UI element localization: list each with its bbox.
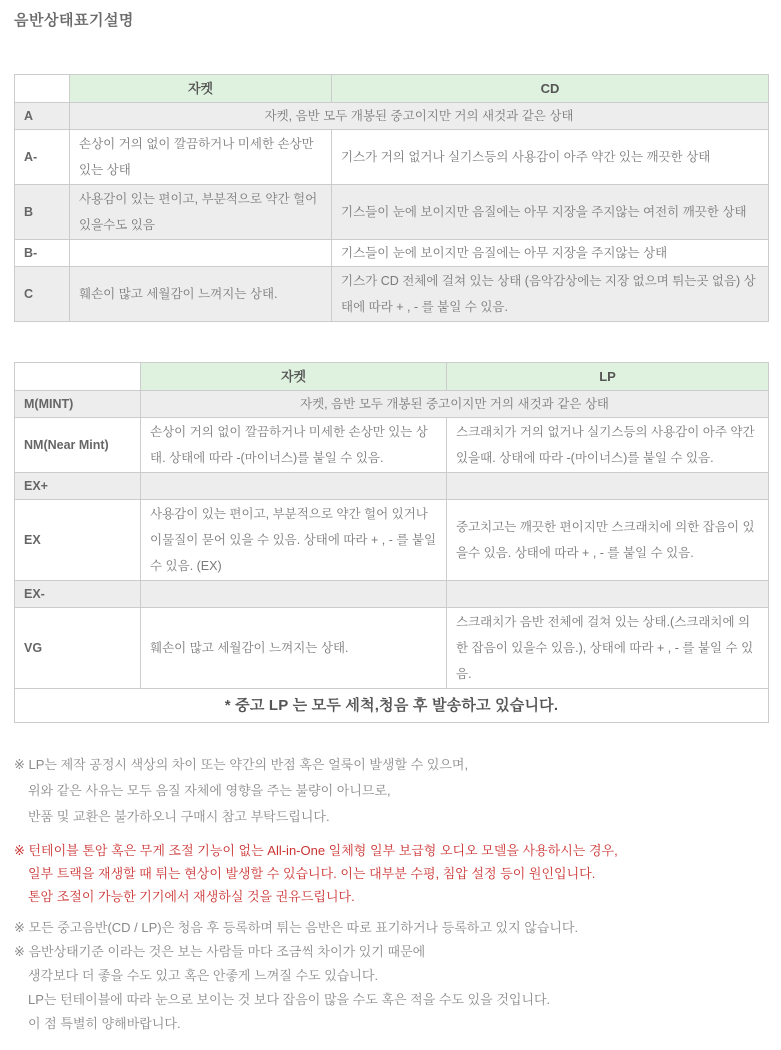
note-line: 톤암 조절이 가능한 기기에서 재생하실 것을 권유드립니다. <box>28 889 355 904</box>
grade-cell: B- <box>15 240 70 267</box>
table-row-ex-plus <box>15 473 769 500</box>
media-cell <box>447 473 769 500</box>
grade-cell: A- <box>15 130 70 185</box>
note-line: 생각보다 더 좋을 수도 있고 혹은 안좋게 느껴질 수도 있습니다. <box>28 968 379 983</box>
notes-section <box>14 752 769 1036</box>
table-row-b <box>15 185 769 240</box>
lp-media-column-header: LP <box>447 363 769 391</box>
lp-jacket-column-header: 자켓 <box>141 363 447 391</box>
lp-corner-cell <box>15 363 141 391</box>
span-description-cell: 자켓, 음반 모두 개봉된 중고이지만 거의 새것과 같은 상태 <box>70 103 769 130</box>
note-line: ※ 턴테이블 톤암 혹은 무게 조절 기능이 없는 All-in-One 일체형 일부 보급형 오디오 모델을 사용하시는 경우, <box>14 843 618 858</box>
jacket-cell: 손상이 거의 없이 깔끔하거나 미세한 손상만 있는 상태. 상태에 따라 -(마이너스)를 붙일 수 있음. <box>141 418 447 473</box>
table-row-b-minus <box>15 240 769 267</box>
spacer <box>14 322 769 362</box>
note-turntable-warning <box>14 839 769 908</box>
cd-media-column-header: CD <box>332 75 769 103</box>
media-cell: 중고치고는 깨끗한 편이지만 스크래치에 의한 잡음이 있을수 있음. 상태에 따라 + , - 를 붙일 수 있음. <box>447 500 769 581</box>
table-row-ex <box>15 500 769 581</box>
grade-cell: EX+ <box>15 473 141 500</box>
note-line: 이 점 특별히 양해바랍니다. <box>28 1016 181 1031</box>
lp-grade-table <box>14 362 769 723</box>
media-cell: 스크래치가 거의 없거나 실기스등의 사용감이 아주 약간 있을때. 상태에 따라 -(마이너스)를 붙일 수 있음. <box>447 418 769 473</box>
note-line: 반품 및 교환은 불가하오니 구매시 참고 부탁드립니다. <box>28 809 330 824</box>
cd-jacket-column-header: 자켓 <box>70 75 332 103</box>
note-line: ※ LP는 제작 공정시 색상의 차이 또는 약간의 반점 혹은 얼룩이 발생할 수 있으며, <box>14 757 469 772</box>
table-row-vg <box>15 608 769 689</box>
note-grading-subjectivity <box>14 940 769 1036</box>
media-cell <box>447 581 769 608</box>
lp-table-header-row <box>15 363 769 391</box>
jacket-cell <box>70 240 332 267</box>
media-cell: 기스가 CD 전체에 걸쳐 있는 상태 (음악감상에는 지장 없으며 튀는곳 없음) 상태에 따라 + , - 를 붙일 수 있음. <box>332 267 769 322</box>
table-footer-row <box>15 689 769 723</box>
jacket-cell: 사용감이 있는 편이고, 부분적으로 약간 헐어 있을수도 있음 <box>70 185 332 240</box>
table-row-near-mint <box>15 418 769 473</box>
jacket-cell: 손상이 거의 없이 깔끔하거나 미세한 손상만 있는 상태 <box>70 130 332 185</box>
note-line: ※ 모든 중고음반(CD / LP)은 청음 후 등록하며 튀는 음반은 따로 표기하거나 등록하고 있지 않습니다. <box>14 920 579 935</box>
note-lp-defects <box>14 752 769 830</box>
cd-grade-table <box>14 74 769 322</box>
media-cell: 기스들이 눈에 보이지만 음질에는 아무 지장을 주지않는 여전히 깨끗한 상태 <box>332 185 769 240</box>
grade-cell: NM(Near Mint) <box>15 418 141 473</box>
grade-cell: VG <box>15 608 141 689</box>
table-row-a-minus <box>15 130 769 185</box>
span-description-cell: 자켓, 음반 모두 개봉된 중고이지만 거의 새것과 같은 상태 <box>141 391 769 418</box>
jacket-cell: 훼손이 많고 세월감이 느껴지는 상태. <box>70 267 332 322</box>
grade-cell: B <box>15 185 70 240</box>
note-line: ※ 음반상태기준 이라는 것은 보는 사람들 마다 조금씩 차이가 있기 때문에 <box>14 944 426 959</box>
table-row-c <box>15 267 769 322</box>
note-line: 일부 트랙을 재생할 때 튀는 현상이 발생할 수 있습니다. 이는 대부분 수평, 침압 설정 등이 원인입니다. <box>28 866 596 881</box>
jacket-cell <box>141 581 447 608</box>
page-title: 음반상태표기설명 <box>14 12 134 29</box>
note-line: LP는 턴테이블에 따라 눈으로 보이는 것 보다 잡음이 많을 수도 혹은 적을 수도 있을 것입니다. <box>28 992 551 1007</box>
note-line: 위와 같은 사유는 모두 음질 자체에 영향을 주는 불량이 아니므로, <box>28 783 391 798</box>
grade-cell: EX <box>15 500 141 581</box>
grade-cell: C <box>15 267 70 322</box>
table-row-mint <box>15 391 769 418</box>
table-row-ex-minus <box>15 581 769 608</box>
media-cell: 스크래치가 음반 전체에 걸쳐 있는 상태.(스크래치에 의한 잡음이 있을수 있음.), 상태에 따라 + , - 를 붙일 수 있음. <box>447 608 769 689</box>
jacket-cell <box>141 473 447 500</box>
jacket-cell: 훼손이 많고 세월감이 느껴지는 상태. <box>141 608 447 689</box>
grade-cell: A <box>15 103 70 130</box>
media-cell: 기스들이 눈에 보이지만 음질에는 아무 지장을 주지않는 상태 <box>332 240 769 267</box>
lp-cleaning-notice: * 중고 LP 는 모두 세척,청음 후 발송하고 있습니다. <box>15 689 769 723</box>
grade-cell: M(MINT) <box>15 391 141 418</box>
note-listening-check <box>14 916 769 940</box>
jacket-cell: 사용감이 있는 편이고, 부분적으로 약간 헐어 있거나 이물질이 묻어 있을 수 있음. 상태에 따라 + , - 를 붙일 수 있음. (EX) <box>141 500 447 581</box>
media-cell: 기스가 거의 없거나 실기스등의 사용감이 아주 약간 있는 깨끗한 상태 <box>332 130 769 185</box>
cd-corner-cell <box>15 75 70 103</box>
cd-table-header-row <box>15 75 769 103</box>
grade-cell: EX- <box>15 581 141 608</box>
table-row-a <box>15 103 769 130</box>
